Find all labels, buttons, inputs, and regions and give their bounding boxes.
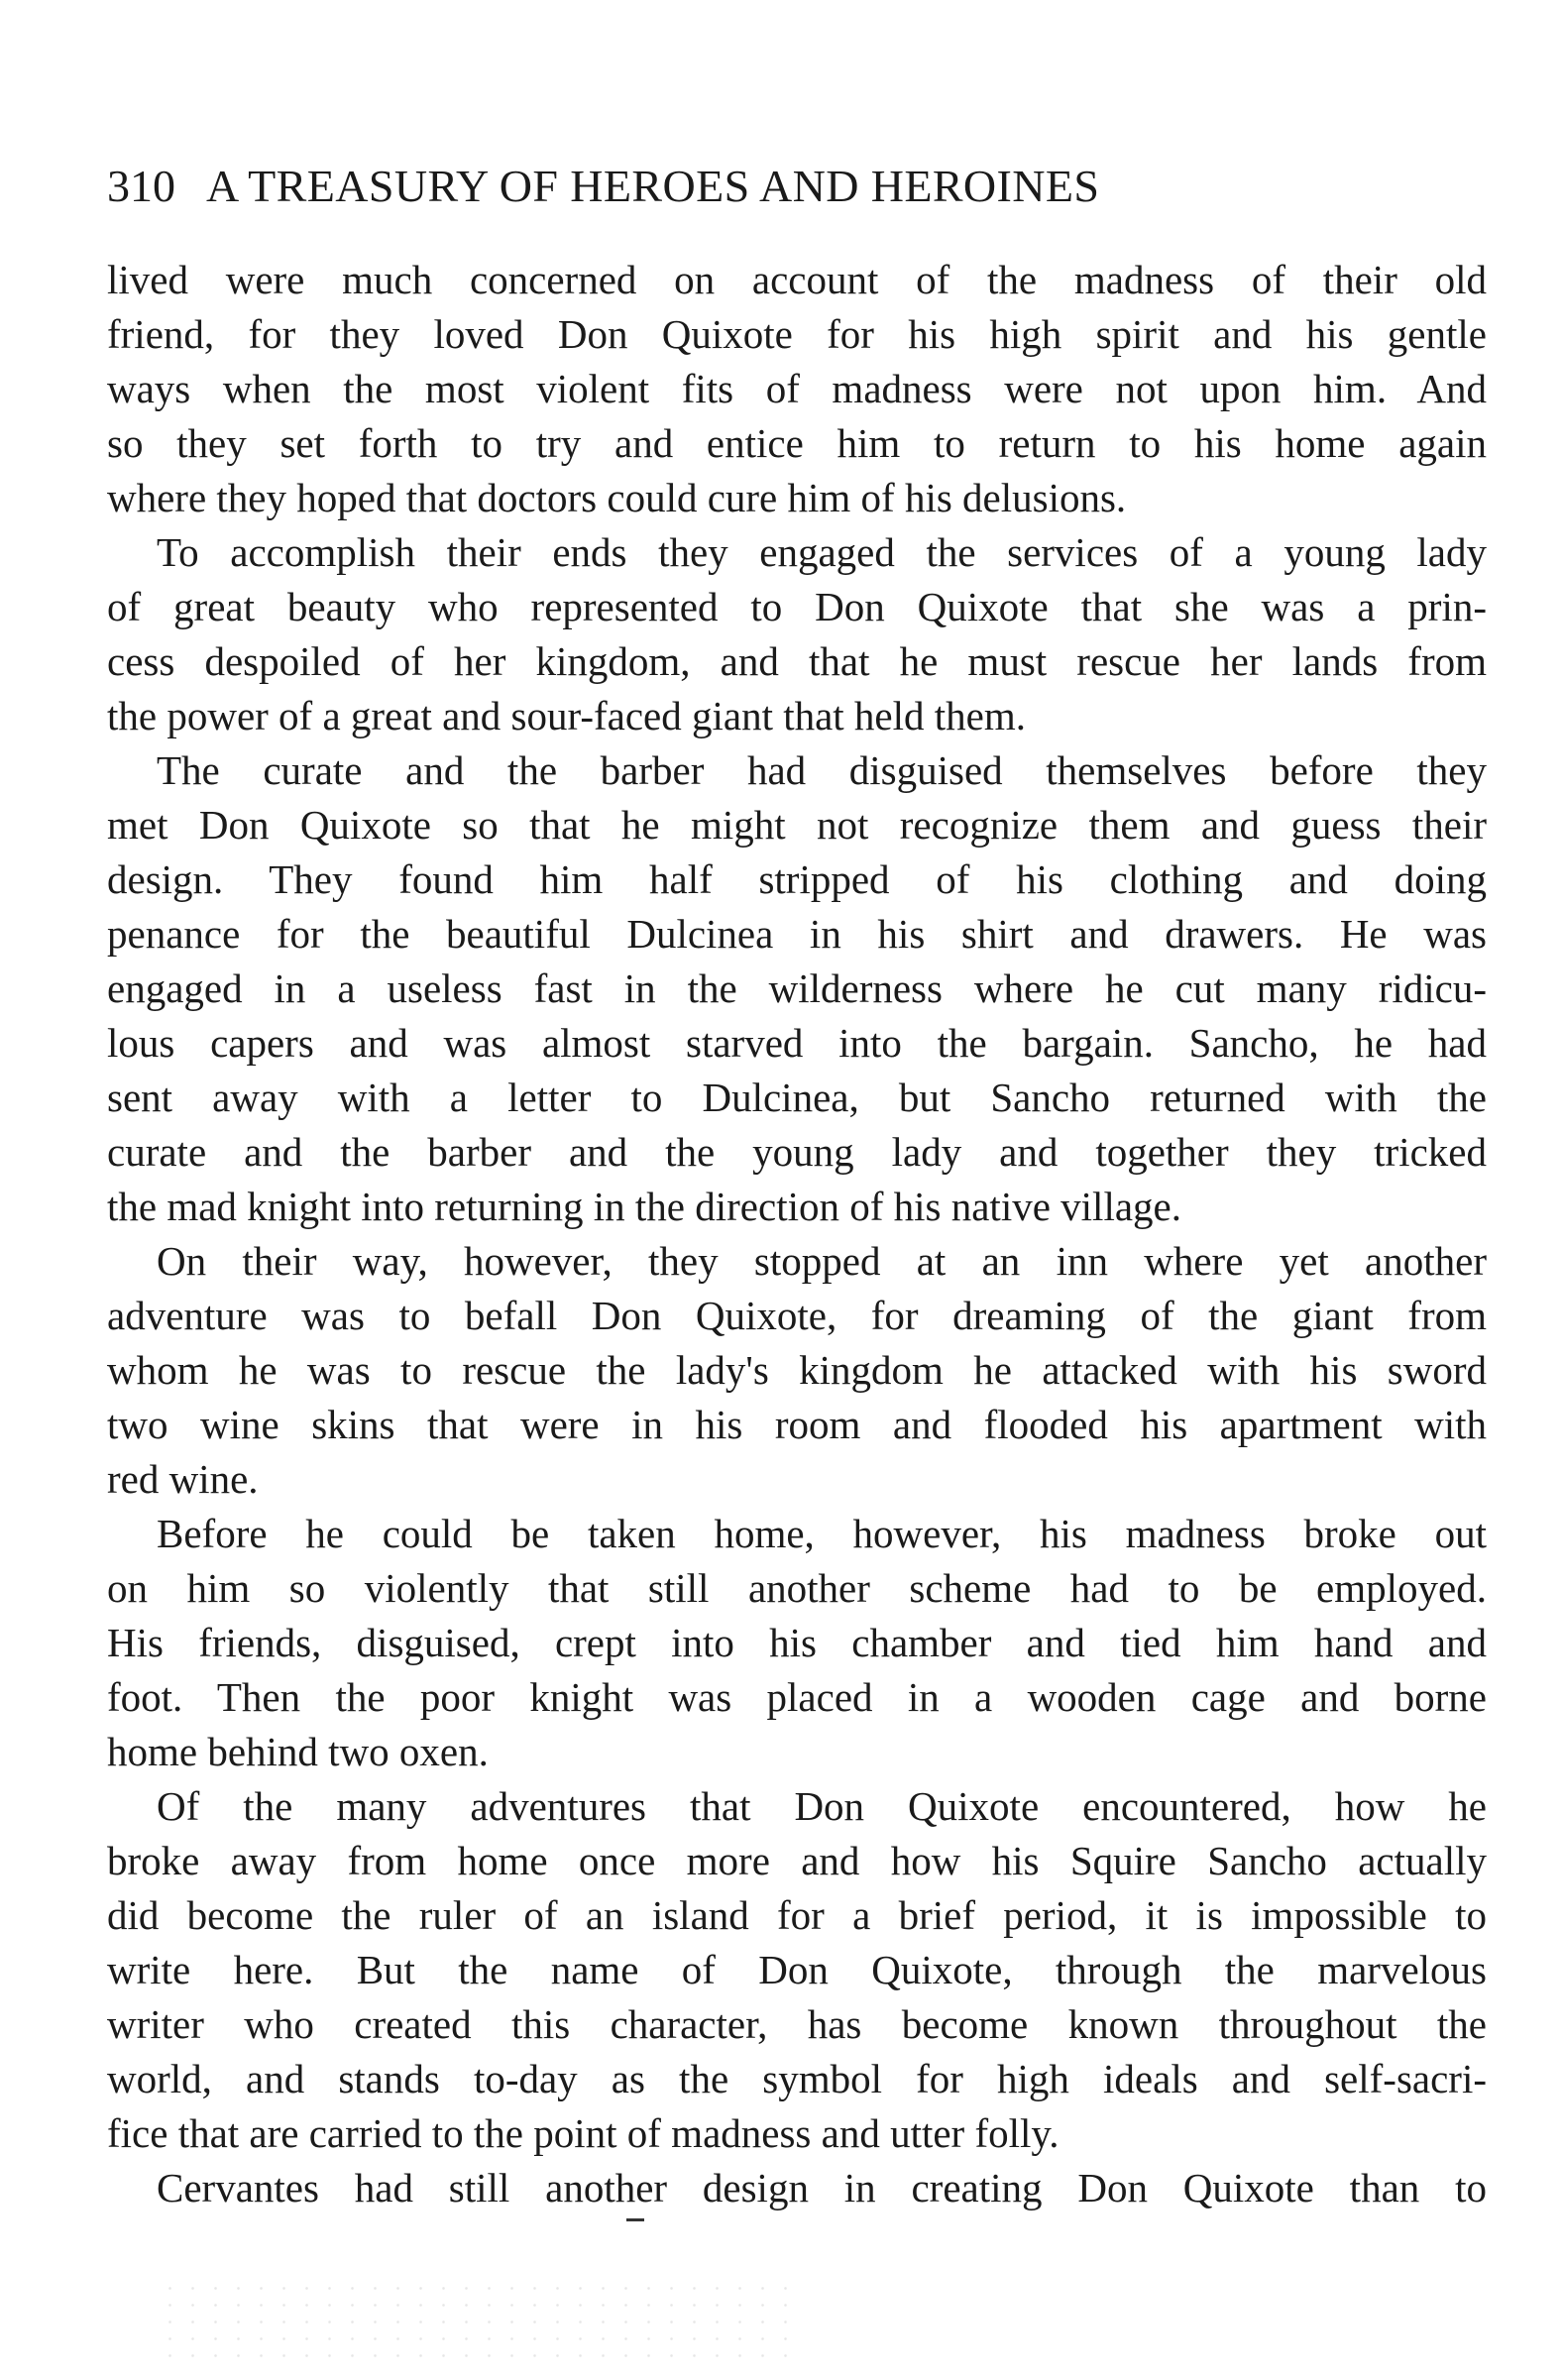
text-line: lived were much concerned on account of the madness of their old	[107, 257, 1487, 302]
paragraph	[107, 743, 1487, 1234]
text-line: foot. Then the poor knight was placed in a wooden cage and borne	[107, 1674, 1487, 1720]
text-line: Before he could be taken home, however, his madness broke out	[157, 1511, 1487, 1556]
text-line: on him so violently that still another scheme had to be employed.	[107, 1565, 1487, 1611]
text-line: cess despoiled of her kingdom, and that he must rescue her lands from	[107, 638, 1487, 684]
text-line: world, and stands to-day as the symbol for high ideals and self-sacri-	[107, 2056, 1487, 2101]
text-line: red wine.	[107, 1456, 259, 1502]
text-line: penance for the beautiful Dulcinea in his shirt and drawers. He was	[107, 911, 1487, 957]
text-line: of great beauty who represented to Don Quixote that she was a prin-	[107, 584, 1487, 629]
text-line: home behind two oxen.	[107, 1729, 489, 1774]
text-line: two wine skins that were in his room and flooded his apartment with	[107, 1402, 1487, 1447]
text-line: lous capers and was almost starved into the bargain. Sancho, he had	[107, 1020, 1487, 1066]
text-line: curate and the barber and the young lady and together they tricked	[107, 1129, 1487, 1175]
body-text	[107, 253, 1487, 2215]
paragraph	[107, 1779, 1487, 2161]
paragraph	[107, 1234, 1487, 1507]
text-line: To accomplish their ends they engaged the services of a young lady	[157, 529, 1487, 575]
running-title: A TREASURY OF HEROES AND HEROINES	[206, 161, 1100, 211]
text-line: Cervantes had still another design in creating Don Quixote than to	[157, 2165, 1487, 2210]
paragraph	[107, 525, 1487, 743]
page-number: 310	[107, 161, 175, 211]
print-mark	[626, 2218, 644, 2221]
text-line: His friends, disguised, crept into his chamber and tied him hand and	[107, 1620, 1487, 1665]
text-line: met Don Quixote so that he might not recognize them and guess their	[107, 802, 1487, 848]
text-line: broke away from home once more and how his Squire Sancho actually	[107, 1838, 1487, 1883]
paragraph	[107, 1507, 1487, 1779]
text-line: the mad knight into returning in the direction of his native village.	[107, 1184, 1181, 1229]
text-line: so they set forth to try and entice him to return to his home again	[107, 420, 1487, 466]
text-line: On their way, however, they stopped at an inn where yet another	[157, 1238, 1487, 1284]
text-line: friend, for they loved Don Quixote for his high spirit and his gentle	[107, 311, 1487, 357]
text-line: Of the many adventures that Don Quixote encountered, how he	[157, 1783, 1487, 1829]
paper-speckle	[159, 2280, 803, 2369]
text-line: ways when the most violent fits of madness were not upon him. And	[107, 366, 1487, 411]
running-head	[107, 159, 1475, 214]
text-line: writer who created this character, has become known throughout the	[107, 2001, 1487, 2047]
text-line: the power of a great and sour-faced giant that held them.	[107, 693, 1027, 738]
text-line: where they hoped that doctors could cure him of his delusions.	[107, 475, 1127, 520]
text-line: write here. But the name of Don Quixote, through the marvelous	[107, 1947, 1487, 1992]
text-line: sent away with a letter to Dulcinea, but Sancho returned with the	[107, 1075, 1487, 1120]
text-line: whom he was to rescue the lady's kingdom he attacked with his sword	[107, 1347, 1487, 1393]
text-line: adventure was to befall Don Quixote, for dreaming of the giant from	[107, 1293, 1487, 1338]
text-line: did become the ruler of an island for a brief period, it is impossible to	[107, 1892, 1487, 1938]
text-line: fice that are carried to the point of madness and utter folly.	[107, 2110, 1060, 2156]
paragraph	[107, 2161, 1487, 2215]
text-line: engaged in a useless fast in the wilderness where he cut many ridicu-	[107, 965, 1487, 1011]
text-line: design. They found him half stripped of his clothing and doing	[107, 856, 1487, 902]
paragraph	[107, 253, 1487, 525]
text-line: The curate and the barber had disguised themselves before they	[157, 747, 1487, 793]
